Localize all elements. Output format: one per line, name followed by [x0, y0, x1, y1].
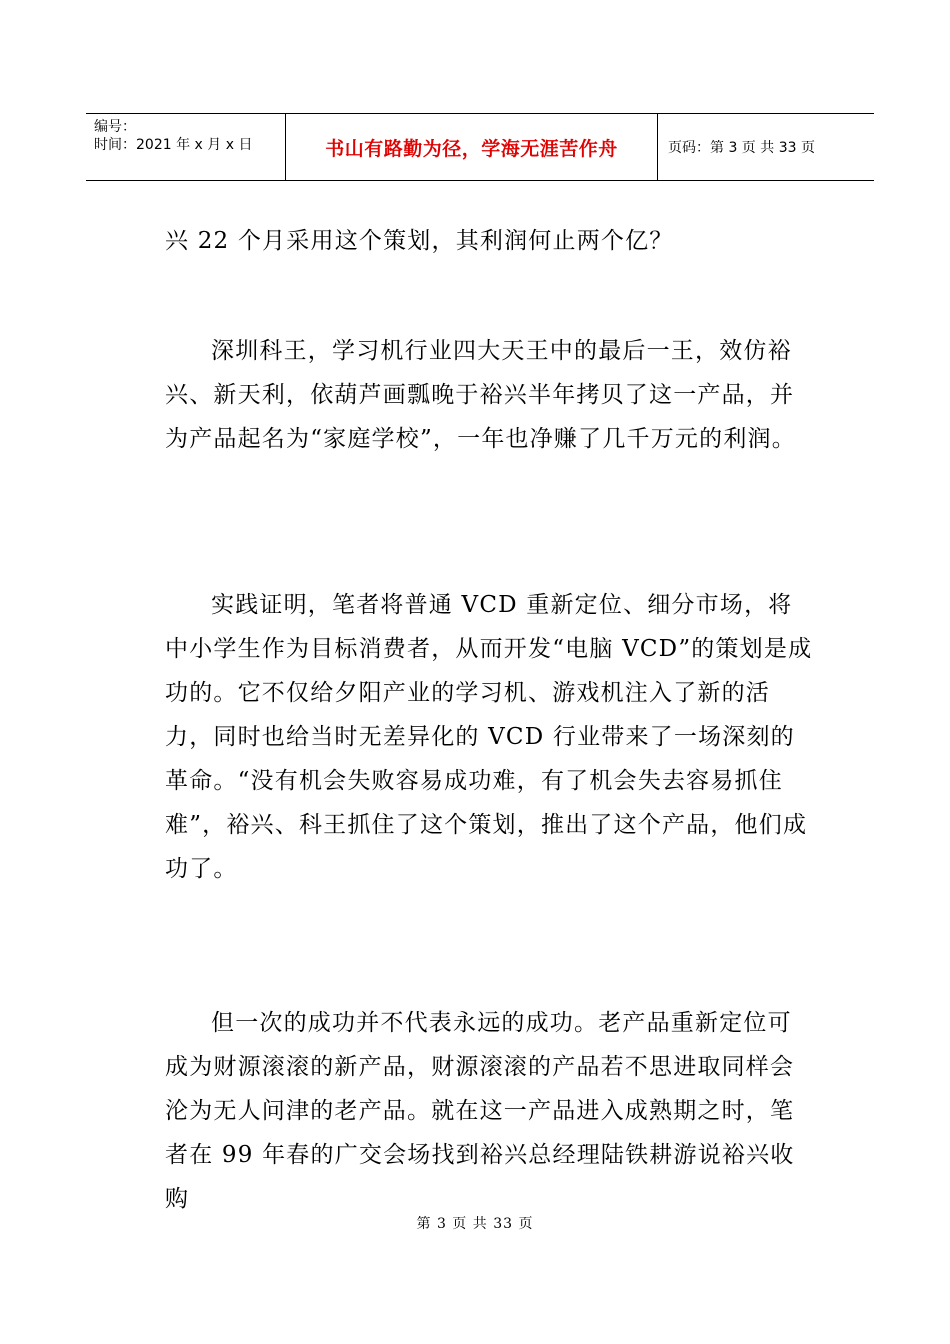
- date-label: 时间：2021 年 x 月 x 日: [94, 137, 253, 153]
- paragraph-4: 但一次的成功并不代表永远的成功。老产品重新定位可成为财源滚滚的新产品，财源滚滚的产品若不思进取同样会沦为无人问津的老产品。就在这一产品进入成熟期之时，笔者在 99 年春的广交会场找到裕兴总经理陆铁耕游说裕兴收购: [165, 1010, 795, 1212]
- paragraph-1: 兴 22 个月采用这个策划，其利润何止两个亿？: [165, 228, 674, 254]
- header-meta-cell: [86, 114, 285, 180]
- document-header: [86, 113, 874, 181]
- header-page-cell: [658, 114, 874, 180]
- page-footer: 第 3 页 共 33 页: [416, 1216, 534, 1232]
- header-page-info: 页码：第 3 页 共 33 页: [668, 140, 815, 156]
- paragraph-2: 深圳科王，学习机行业四大天王中的最后一王，效仿裕兴、新天利，依葫芦画瓢晚于裕兴半年拷贝了这一产品，并为产品起名为“家庭学校”，一年也净赚了几千万元的利润。: [165, 338, 796, 452]
- header-motto-cell: [285, 114, 658, 180]
- motto-text: 书山有路勤为径，学海无涯苦作舟: [325, 137, 618, 160]
- serial-number-label: 编号：: [94, 119, 136, 135]
- paragraph-3: 实践证明，笔者将普通 VCD 重新定位、细分市场，将中小学生作为目标消费者，从而开发“电脑 VCD”的策划是成功的。它不仅给夕阳产业的学习机、游戏机注入了新的活力，同时也给当时无差异化的 VCD 行业带来了一场深刻的革命。“没有机会失败容易成功难，有了机会失去容易抓住难”，裕兴、科王抓住了这个策划，推出了这个产品，他们成功了。: [165, 592, 813, 882]
